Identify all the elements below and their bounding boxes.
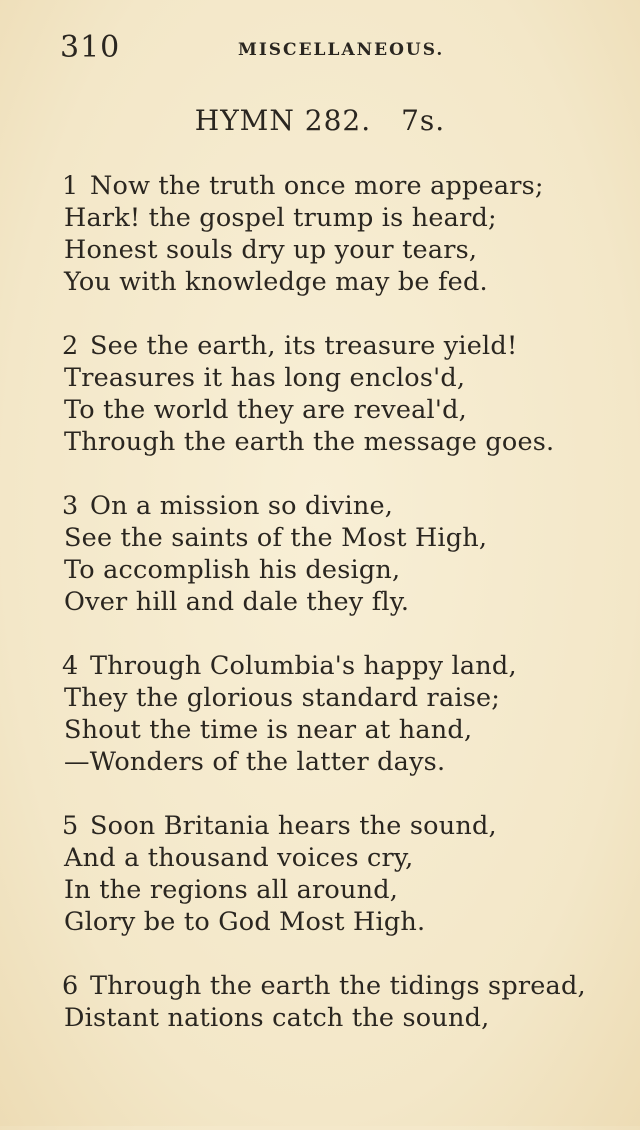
section-title: MISCELLANEOUS. [238,40,445,60]
stanza-line [62,170,622,202]
stanza-2 [62,330,622,490]
stanza-number: 2 [62,331,79,361]
stanza-line [62,330,622,362]
stanza-number: 4 [62,651,79,681]
stanza-4 [62,650,622,810]
stanza-number: 3 [62,491,79,521]
hymn-meter: 7s. [401,104,446,137]
stanza-6 [62,970,622,1130]
page-number: 310 [60,30,121,65]
stanza-line [62,970,622,1002]
stanza-5 [62,810,622,970]
running-head [60,30,580,70]
line-text: Through Columbia's happy land, [90,651,517,681]
stanza-line [62,810,622,842]
hymn-title [0,104,640,137]
stanza-line: Through the earth the message goes. [64,427,555,457]
stanza-3 [62,490,622,650]
stanza-line: You with knowledge may be fed. [64,267,488,297]
stanza-line: To accomplish his design, [64,555,401,585]
line-text: On a mission so divine, [90,491,394,521]
stanza-line: Over hill and dale they fly. [64,587,410,617]
stanza-line: —Wonders of the latter days. [64,747,446,777]
stanza-line: Shout the time is near at hand, [64,715,473,745]
stanza-line: Honest souls dry up your tears, [64,235,478,265]
stanza-1 [62,170,622,330]
stanza-line: Hark! the gospel trump is heard; [64,203,497,233]
stanza-line: See the saints of the Most High, [64,523,488,553]
stanza-line: And a thousand voices cry, [64,843,414,873]
stanza-line [62,490,622,522]
stanza-line: They the glorious standard raise; [64,683,501,713]
line-text: See the earth, its treasure yield! [90,331,518,361]
stanza-line: Distant nations catch the sound, [64,1003,490,1033]
stanza-line: To the world they are reveal'd, [64,395,467,425]
line-text: Soon Britania hears the sound, [90,811,497,841]
stanza-number: 5 [62,811,79,841]
stanza-line: Glory be to God Most High. [64,907,426,937]
stanza-line: In the regions all around, [64,875,399,905]
line-text: Now the truth once more appears; [90,171,544,201]
hymn-number: HYMN 282. [194,104,372,137]
stanza-number: 1 [62,171,79,201]
stanza-line [62,650,622,682]
stanza-list [62,170,622,1130]
stanza-number: 6 [62,971,79,1001]
stanza-line: Treasures it has long enclos'd, [64,363,466,393]
line-text: Through the earth the tidings spread, [90,971,586,1001]
